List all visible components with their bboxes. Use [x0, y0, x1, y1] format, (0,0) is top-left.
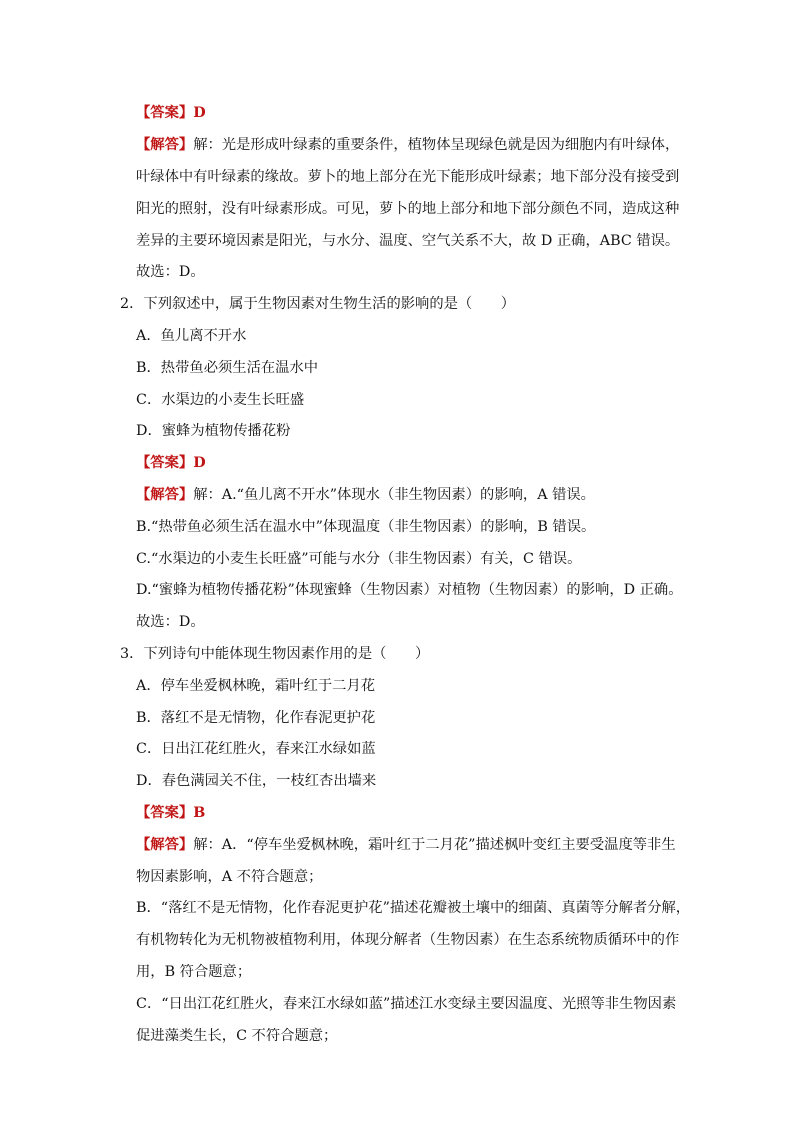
q3-stem: 3．下列诗句中能体现生物因素作用的是（ ） [120, 646, 430, 662]
q3-analysis-line-2: 物因素影响，A 不符合题意； [136, 869, 323, 885]
q3-option-a: A．停车坐爱枫林晚，霜叶红于二月花 [136, 678, 376, 694]
q3-option-c: C．日出江花红胜火，春来江水绿如蓝 [136, 741, 376, 757]
q2-option-a: A．鱼儿离不开水 [136, 328, 247, 344]
q3-analysis-line-7: 促进藻类生长，C 不符合题意； [136, 1028, 338, 1044]
q3-analysis-line-4: 有机物转化为无机物被植物利用，体现分解者（生物因素）在生态系统物质循环中的作 [136, 932, 680, 948]
q2-analysis-line-2: B.“热带鱼必须生活在温水中”体现温度（非生物因素）的影响，B 错误。 [136, 519, 596, 535]
q2-option-d: D．蜜蜂为植物传播花粉 [136, 423, 291, 439]
q1-analysis-line-2: 叶绿体中有叶绿素的缘故。萝卜的地上部分在光下能形成叶绿素；地下部分没有接受到 [136, 169, 680, 185]
q1-choose: 故选：D。 [136, 264, 205, 280]
q2-answer: 【答案】D [136, 455, 206, 471]
q2-option-b: B．热带鱼必须生活在温水中 [136, 360, 319, 376]
q2-option-c: C．水渠边的小麦生长旺盛 [136, 392, 305, 408]
q3-option-b: B．落红不是无情物，化作春泥更护花 [136, 710, 376, 726]
q3-answer: 【答案】B [136, 805, 206, 821]
q2-analysis-line-4: D.“蜜蜂为植物传播花粉”体现蜜蜂（生物因素）对植物（生物因素）的影响，D 正确。 [136, 582, 683, 598]
q3-analysis-line-6: C．“日出江花红胜火，春来江水绿如蓝”描述江水变绿主要因温度、光照等非生物因素 [136, 996, 677, 1012]
q1-analysis-line-1: 【解答】解：光是形成叶绿素的重要条件，植物体呈现绿色就是因为细胞内有叶绿体， [136, 137, 680, 153]
q3-analysis-line-5: 用，B 符合题意； [136, 964, 252, 980]
q3-option-d: D．春色满园关不住，一枝红杏出墙来 [136, 773, 377, 789]
q2-analysis-line-1: 【解答】解：A.“鱼儿离不开水”体现水（非生物因素）的影响，A 错误。 [136, 487, 595, 503]
q1-analysis-line-4: 差异的主要环境因素是阳光，与水分、温度、空气关系不大，故 D 正确，ABC 错误。 [136, 233, 680, 249]
q1-analysis-line-3: 阳光的照射，没有叶绿素形成。可见，萝卜的地上部分和地下部分颜色不同，造成这种 [136, 201, 680, 217]
q3-analysis-line-3: B．“落红不是无情物，化作春泥更护花”描述花瓣被土壤中的细菌、真菌等分解者分解， [136, 900, 691, 916]
q2-analysis-line-3: C.“水渠边的小麦生长旺盛”可能与水分（非生物因素）有关，C 错误。 [136, 551, 582, 567]
q2-choose: 故选：D。 [136, 614, 205, 630]
q1-answer: 【答案】D [136, 105, 206, 121]
q2-stem: 2．下列叙述中，属于生物因素对生物生活的影响的是（ ） [120, 296, 516, 312]
q3-analysis-line-1: 【解答】解：A．“停车坐爱枫林晚，霜叶红于二月花”描述枫叶变红主要受温度等非生 [136, 837, 676, 853]
